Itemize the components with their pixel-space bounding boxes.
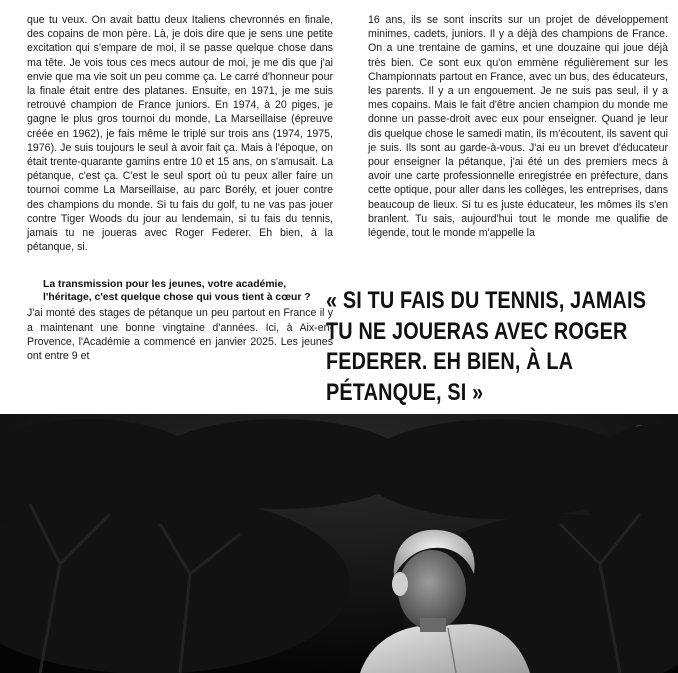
pull-quote: « SI TU FAIS DU TENNIS, JAMAIS TU NE JOUERAS AVEC ROGER FEDERER. EH BIEN, À LA PÉTANQUE, SI » [326,287,647,406]
article-column-left [27,13,333,254]
portrait-photo [0,414,678,673]
interview-question: La transmission pour les jeunes, votre académie, l'héritage, c'est quelque chose qui vous tient à cœur ? [43,279,311,304]
article-paragraph: 16 ans, ils se sont inscrits sur un projet de développement minimes, cadets, juniors. Il y a déjà des champions de France. On a une trentaine de gamins, et une douzaine qui joue déjà très bien. Ce sont eux qu'on emmène régulièrement sur les Championnats partout en France, avec un bus, des éducateurs, les parents. Il y a un engouement. Je ne suis pas seul, il y a mes copains. Mais le fait d'être ancien champion du monde me donne un passe-droit avec eux pour enseigner. Quand je leur dis quelque chose le samedi matin, ils m'écoutent, ils savent qui je suis. Ils sont au garde-à-vous. J'ai eu un brevet d'éducateur pour enseigner la pétanque, j'ai été un des premiers mecs à avoir une carte professionnelle enregistrée en préfecture, dans cette optique, pour aller dans les collèges, les entreprises, dans beaucoup de lieux. Si tu es juste éducateur, les mômes ils s'en branlent. Tu sais, aujourd'hui tout le monde me qualifie de légende, tout le monde m'appelle la [368,14,668,240]
portrait-photo-illustration [0,414,678,673]
article-column-right [368,13,668,240]
article-paragraph: que tu veux. On avait battu deux Italiens chevronnés en finale, des copains de mon père. Là, je dois dire que je sens une petite excitation qui s'empare de moi, il se passe quelque chose dans ma tête. Je vois tous ces mecs autour de moi, je me dis que j'ai envie que ma vie soit un peu comme ça. Le carré d'honneur pour la finale était entre des platanes. Ensuite, en 1971, je me suis retrouvé champion de France juniors. En 1974, à 20 piges, je gagne le plus gros tournoi du monde, La Marseillaise (épreuve créée en 1962), je fais même le triplé sur trois ans (1974, 1975, 1976). Je suis toujours le seul à avoir fait ça. Mais à l'époque, on était trente-quarante gamins entre 10 et 15 ans, on s'amusait. La pétanque, c'est ça. C'est le seul sport où tu peux aller faire un tournoi comme La Marseillaise, au parc Borély, et jouer contre des champions du monde. Si tu fais du golf, tu ne vas pas jouer contre Tiger Woods du jour au lendemain, si tu fais du tennis, jamais tu ne joueras avec Roger Federer. Eh bien, à la pétanque, si. [27,14,333,254]
interview-answer: J'ai monté des stages de pétanque un peu partout en France il y a maintenant une bonne vingtaine d'années. Ici, à Aix-en-Provence, l'Académie a commencé en janvier 2025. Les jeunes ont entre 9 et [27,307,333,363]
interview-question-block [27,278,333,363]
